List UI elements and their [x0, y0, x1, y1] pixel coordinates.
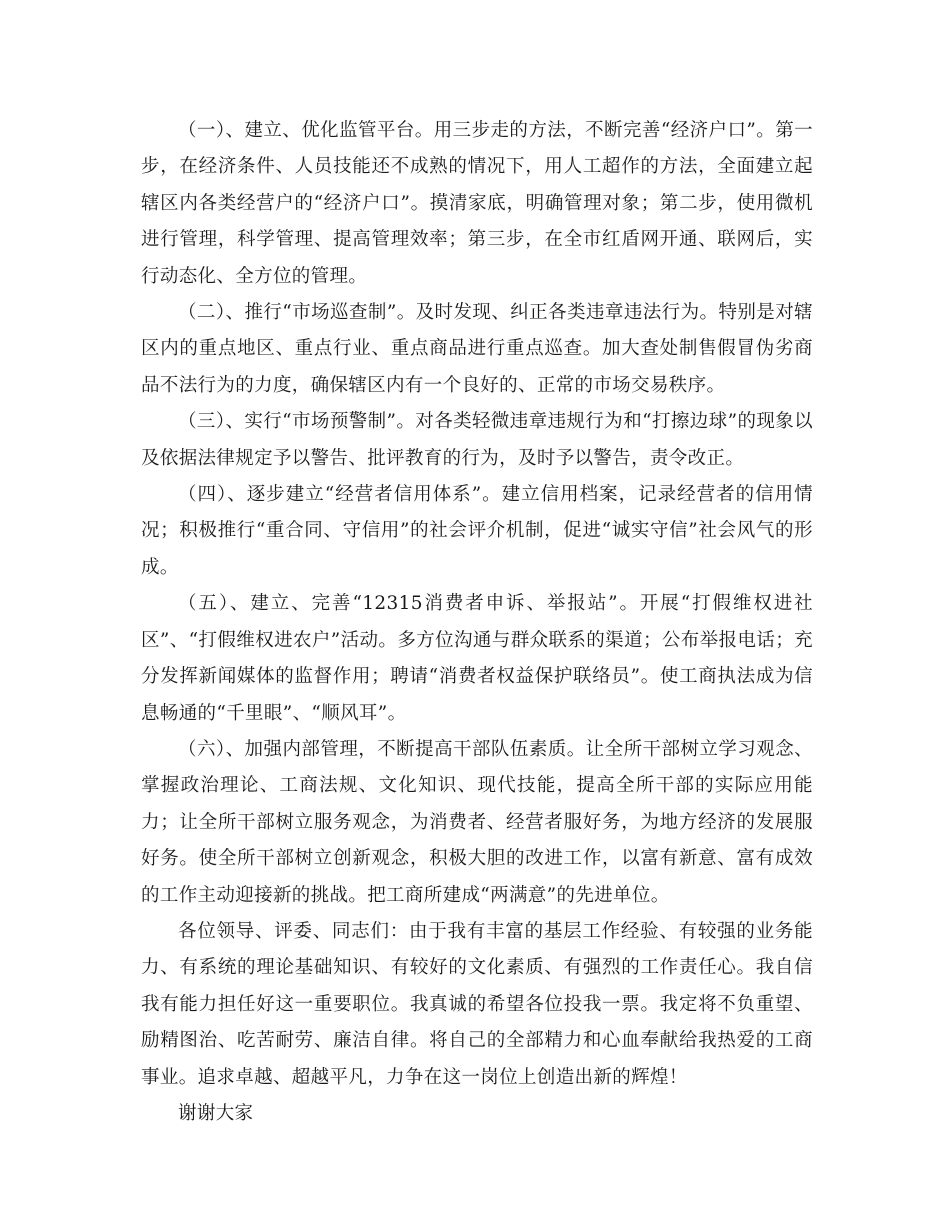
closing-line: 谢谢大家	[178, 1102, 254, 1124]
paragraph-7: 各位领导、评委、同志们：由于我有丰富的基层工作经验、有较强的业务能力、有系统的理论基础知识、有较好的文化素质、有强烈的工作责任心。我自信我有能力担任好这一重要职位。我真诚的希望各位投我一票。我定将不负重望、励精图治、吃苦耐劳、廉洁自律。将自己的全部精力和心血奉献给我热爱的工商事业。追求卓越、超越平凡，力争在这一岗位上创造出新的辉煌！	[141, 920, 813, 1088]
paragraph-4: （四）、逐步建立“经营者信用体系”。建立信用档案，记录经营者的信用情况；积极推行“重合同、守信用”的社会评介机制，促进“诚实守信”社会风气的形成。	[141, 484, 813, 578]
paragraph-1: （一）、建立、优化监管平台。用三步走的方法，不断完善“经济户口”。第一步，在经济条件、人员技能还不成熟的情况下，用人工超作的方法，全面建立起辖区内各类经营户的“经济户口”。摸清家底，明确管理对象；第二步，使用微机进行管理，科学管理、提高管理效率；第三步，在全市红盾网开通、联网后，实行动态化、全方位的管理。	[141, 120, 813, 287]
paragraph-2: （二）、推行“市场巡查制”。及时发现、纠正各类违章违法行为。特别是对辖区内的重点地区、重点行业、重点商品进行重点巡查。加大查处制售假冒伪劣商品不法行为的力度，确保辖区内有一个良好的、正常的市场交易秩序。	[141, 302, 813, 396]
paragraph-3: （三）、实行“市场预警制”。对各类轻微违章违规行为和“打擦边球”的现象以及依据法律规定予以警告、批评教育的行为，及时予以警告，责令改正。	[141, 411, 813, 469]
document-body	[141, 113, 813, 1132]
paragraph-5: （五）、建立、完善“12315消费者申诉、举报站”。开展“打假维权进社区”、“打假维权进农户”活动。多方位沟通与群众联系的渠道；公布举报电话；充分发挥新闻媒体的监督作用；聘请“消费者权益保护联络员”。使工商执法成为信息畅通的“千里眼”、“顺风耳”。	[141, 593, 813, 724]
paragraph-6: （六）、加强内部管理，不断提高干部队伍素质。让全所干部树立学习观念、掌握政治理论、工商法规、文化知识、现代技能，提高全所干部的实际应用能力；让全所干部树立服务观念，为消费者、经营者服好务，为地方经济的发展服好务。使全所干部树立创新观念，积极大胆的改进工作，以富有新意、富有成效的工作主动迎接新的挑战。把工商所建成“两满意”的先进单位。	[141, 738, 813, 906]
